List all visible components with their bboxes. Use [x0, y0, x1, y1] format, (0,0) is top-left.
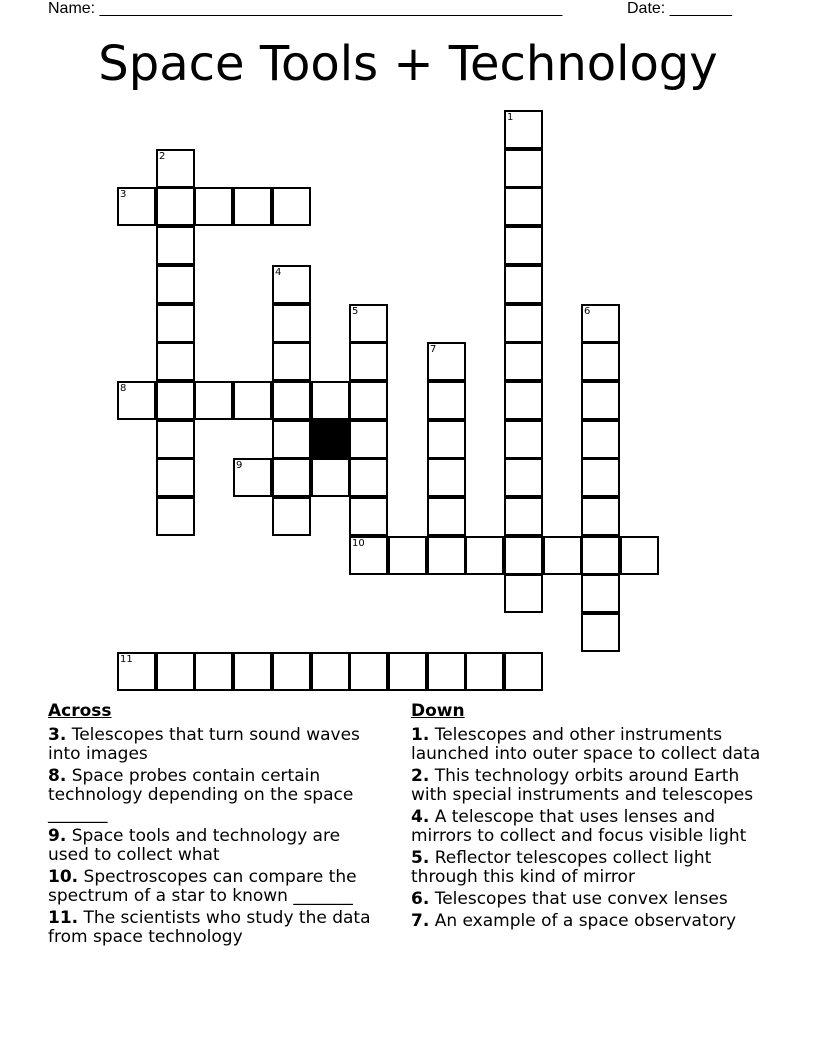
clue-text: The scientists who study the data from space technology: [48, 908, 371, 947]
grid-cell[interactable]: [504, 420, 543, 459]
grid-cell[interactable]: [504, 574, 543, 613]
clue-number: 3.: [48, 725, 67, 745]
grid-cell[interactable]: [427, 342, 466, 381]
grid-cell[interactable]: [194, 381, 233, 420]
clue-number-label: 6: [584, 306, 591, 317]
grid-cell[interactable]: [581, 497, 620, 536]
grid-cell[interactable]: [620, 536, 659, 575]
clue-across-3: [48, 726, 383, 764]
grid-cell[interactable]: [272, 458, 311, 497]
grid-cell[interactable]: [427, 652, 466, 691]
clue-number-label: 5: [352, 306, 359, 317]
clue-number-label: 8: [120, 383, 127, 394]
grid-cell[interactable]: [272, 187, 311, 226]
grid-cell[interactable]: [388, 652, 427, 691]
clue-number: 9.: [48, 826, 67, 846]
grid-cell[interactable]: [272, 381, 311, 420]
date-field[interactable]: Date: _______: [627, 0, 732, 17]
clue-number: 7.: [411, 911, 430, 931]
grid-cell[interactable]: [156, 420, 195, 459]
grid-cell[interactable]: [581, 381, 620, 420]
grid-cell[interactable]: [311, 652, 350, 691]
grid-cell[interactable]: [465, 652, 504, 691]
clue-number-label: 1: [507, 112, 514, 123]
grid-cell[interactable]: [388, 536, 427, 575]
clue-down-1: [411, 726, 771, 764]
grid-cell[interactable]: [117, 187, 156, 226]
grid-cell[interactable]: [156, 652, 195, 691]
clue-text: Reflector telescopes collect light through this kind of mirror: [411, 848, 712, 887]
grid-cell[interactable]: [581, 420, 620, 459]
grid-cell[interactable]: [504, 497, 543, 536]
grid-cell[interactable]: [349, 381, 388, 420]
grid-cell[interactable]: [349, 536, 388, 575]
grid-cell[interactable]: [311, 381, 350, 420]
grid-cell[interactable]: [272, 265, 311, 304]
grid-cell[interactable]: [194, 652, 233, 691]
grid-cell[interactable]: [156, 342, 195, 381]
grid-cell[interactable]: [156, 265, 195, 304]
grid-cell[interactable]: [504, 226, 543, 265]
across-heading: Across: [48, 701, 112, 721]
clue-number-label: 10: [352, 538, 365, 549]
clue-down-2: [411, 767, 771, 805]
clue-number: 10.: [48, 867, 79, 887]
grid-cell[interactable]: [349, 342, 388, 381]
grid-cell[interactable]: [504, 265, 543, 304]
grid-cell[interactable]: [581, 304, 620, 343]
grid-cell[interactable]: [117, 652, 156, 691]
clue-down-6: [411, 890, 771, 909]
grid-cell[interactable]: [427, 458, 466, 497]
grid-cell[interactable]: [233, 187, 272, 226]
clue-number: 1.: [411, 725, 430, 745]
grid-cell[interactable]: [156, 497, 195, 536]
clue-number-label: 7: [430, 344, 437, 355]
grid-cell[interactable]: [581, 342, 620, 381]
clue-across-11: [48, 909, 383, 947]
grid-cell[interactable]: [543, 536, 582, 575]
grid-cell[interactable]: [504, 110, 543, 149]
across-clues: [48, 702, 383, 950]
grid-cell[interactable]: [504, 304, 543, 343]
clue-number-label: 11: [120, 654, 133, 665]
grid-cell[interactable]: [156, 187, 195, 226]
grid-cell[interactable]: [427, 381, 466, 420]
grid-cell[interactable]: [427, 420, 466, 459]
grid-cell[interactable]: [272, 342, 311, 381]
grid-cell[interactable]: [311, 458, 350, 497]
grid-cell[interactable]: [504, 187, 543, 226]
clue-text: Spectroscopes can compare the spectrum of a star to known _______: [48, 867, 357, 906]
grid-cell[interactable]: [156, 304, 195, 343]
grid-cell[interactable]: [156, 381, 195, 420]
grid-cell[interactable]: [504, 458, 543, 497]
name-field[interactable]: Name: ____________________________________________________: [48, 0, 563, 17]
grid-cell[interactable]: [233, 458, 272, 497]
grid-cell[interactable]: [194, 187, 233, 226]
grid-cell[interactable]: [272, 497, 311, 536]
grid-cell[interactable]: [427, 497, 466, 536]
clue-text: A telescope that uses lenses and mirrors to collect and focus visible light: [411, 807, 747, 846]
grid-cell[interactable]: [117, 381, 156, 420]
clue-number: 6.: [411, 889, 430, 909]
clue-number-label: 2: [159, 151, 166, 162]
clue-number-label: 4: [275, 267, 282, 278]
clue-text: Space probes contain certain technology depending on the space _______: [48, 766, 354, 824]
clue-text: Space tools and technology are used to collect what: [48, 826, 341, 865]
grid-cell[interactable]: [349, 652, 388, 691]
grid-cell[interactable]: [581, 613, 620, 652]
clue-number: 11.: [48, 908, 79, 928]
grid-cell[interactable]: [581, 574, 620, 613]
grid-cell[interactable]: [156, 458, 195, 497]
grid-cell[interactable]: [156, 226, 195, 265]
down-clues: [411, 702, 771, 934]
clue-text: This technology orbits around Earth with special instruments and telescopes: [411, 766, 754, 805]
grid-cell[interactable]: [349, 458, 388, 497]
grid-cell[interactable]: [272, 420, 311, 459]
grid-cell[interactable]: [349, 420, 388, 459]
clue-down-4: [411, 808, 771, 846]
clue-down-5: [411, 849, 771, 887]
clue-text: An example of a space observatory: [434, 911, 737, 931]
grid-cell[interactable]: [504, 652, 543, 691]
clue-text: Telescopes and other instruments launched into outer space to collect data: [411, 725, 761, 764]
clue-across-8: [48, 767, 383, 824]
clue-across-9: [48, 827, 383, 865]
grid-cell[interactable]: [156, 149, 195, 188]
grid-cell[interactable]: [581, 536, 620, 575]
grid-cell[interactable]: [272, 652, 311, 691]
grid-cell[interactable]: [349, 304, 388, 343]
clue-across-10: [48, 868, 383, 906]
clue-number-label: 3: [120, 189, 127, 200]
clue-number: 4.: [411, 807, 430, 827]
grid-cell[interactable]: [581, 458, 620, 497]
clue-number-label: 9: [236, 460, 243, 471]
grid-cell[interactable]: [465, 536, 504, 575]
down-heading: Down: [411, 701, 465, 721]
grid-cell[interactable]: [504, 536, 543, 575]
grid-cell[interactable]: [349, 497, 388, 536]
grid-cell[interactable]: [504, 342, 543, 381]
grid-cell[interactable]: [233, 381, 272, 420]
grid-cell[interactable]: [504, 149, 543, 188]
black-square: [311, 420, 350, 459]
clue-text: Telescopes that use convex lenses: [434, 889, 728, 909]
clue-number: 5.: [411, 848, 430, 868]
grid-cell[interactable]: [427, 536, 466, 575]
clue-number: 2.: [411, 766, 430, 786]
clue-number: 8.: [48, 766, 67, 786]
clue-down-7: [411, 912, 771, 931]
clue-text: Telescopes that turn sound waves into images: [48, 725, 360, 764]
grid-cell[interactable]: [504, 381, 543, 420]
grid-cell[interactable]: [233, 652, 272, 691]
grid-cell[interactable]: [272, 304, 311, 343]
page-title: Space Tools + Technology: [98, 36, 718, 92]
